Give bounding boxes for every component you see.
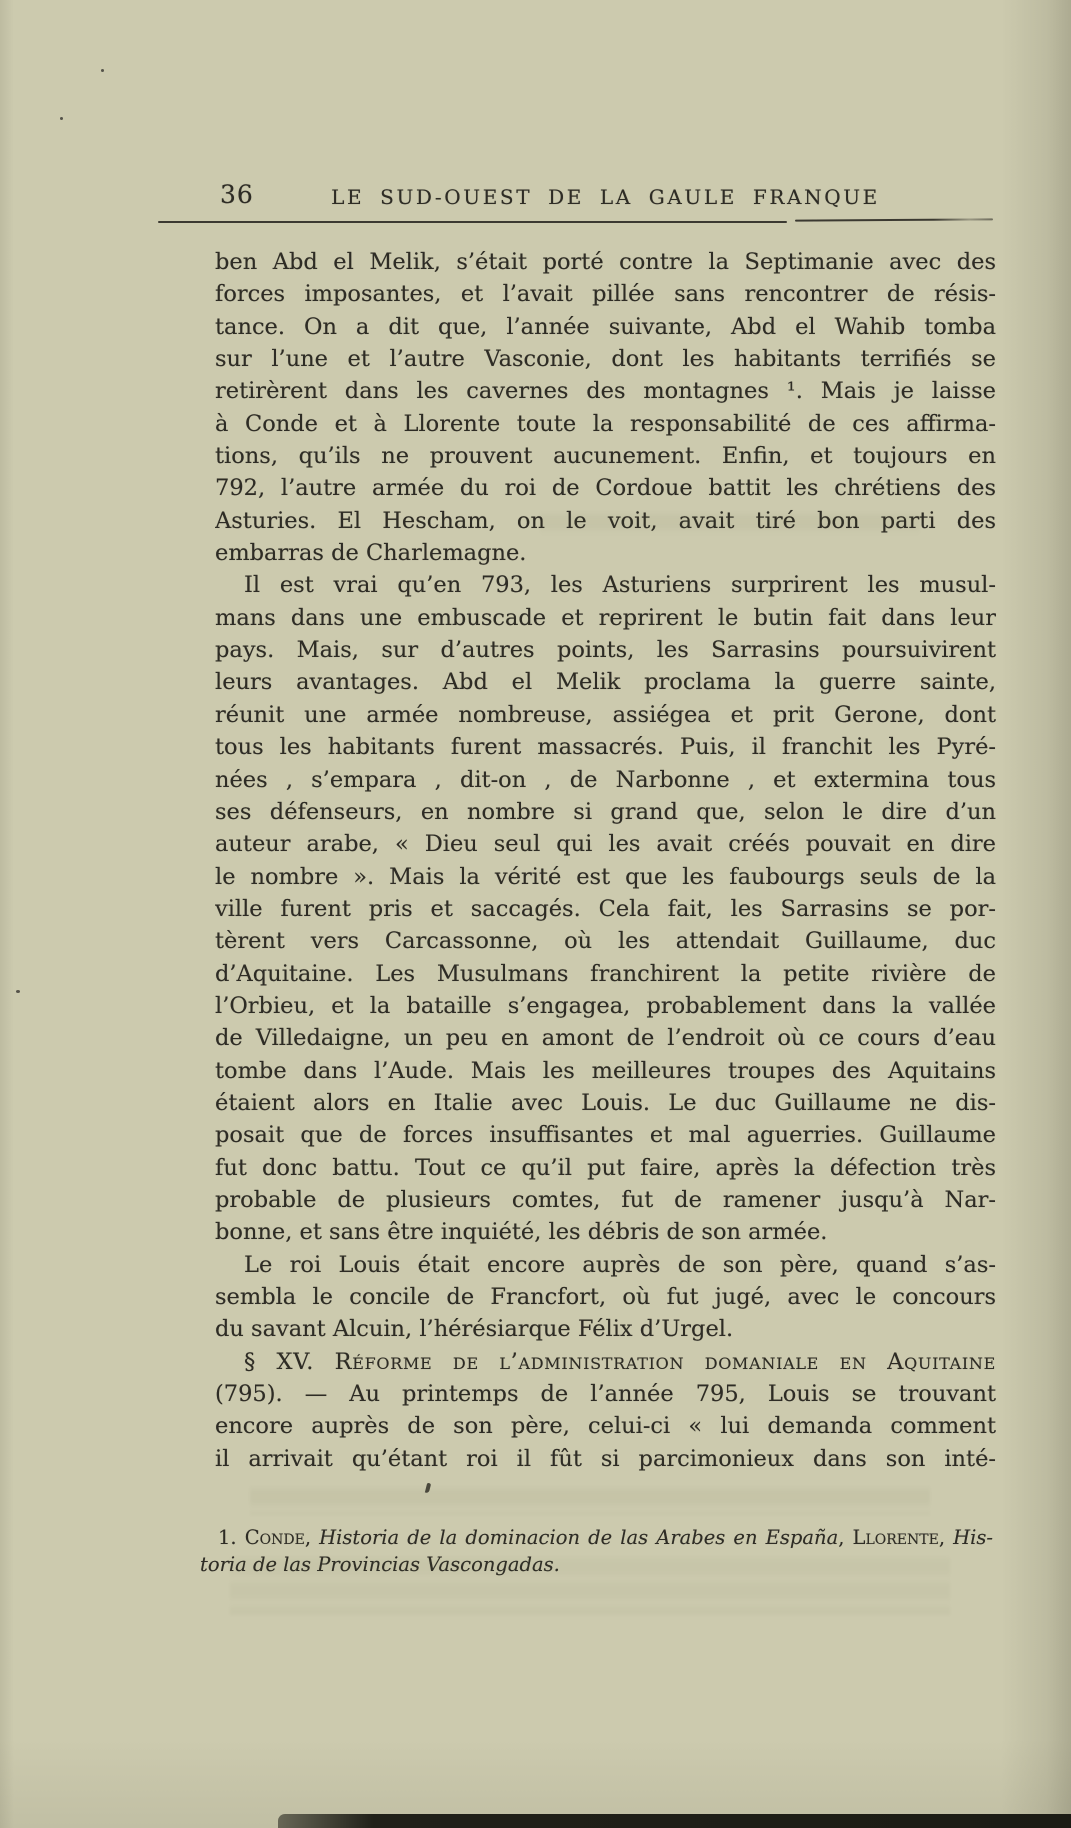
text-line: du savant Alcuin, l’hérésiarque Félix d’Urgel. <box>215 1316 734 1343</box>
text-line: nées , s’empara , dit-on , de Narbonne , et extermina tous <box>215 766 996 793</box>
text-segment: Historia de la dominacion de las Arabes en España <box>319 1526 839 1549</box>
text-line: posait que de forces insuffisantes et mal aguerries. Guillaume <box>215 1122 996 1149</box>
scan-edge-shadow-right <box>1001 0 1071 1828</box>
text-line: probable de plusieurs comtes, fut de ramener jusqu’à Nar- <box>215 1186 996 1213</box>
running-header: LE SUD-OUEST DE LA GAULE FRANQUE <box>331 185 880 209</box>
ink-artifact <box>425 1483 431 1494</box>
text-segment: His- <box>953 1526 993 1549</box>
text-line: bonne, et sans être inquiété, les débris de son armée. <box>215 1219 828 1246</box>
text-line: tions, qu’ils ne prouvent aucunement. Enfin, et toujours en <box>215 443 996 470</box>
page-number: 36 <box>220 180 254 209</box>
body-text <box>215 246 996 1475</box>
text-line: mans dans une embuscade et reprirent le butin fait dans leur <box>215 604 996 631</box>
text-segment: , <box>838 1526 853 1549</box>
text-line: leurs avantages. Abd el Melik proclama la guerre sainte, <box>215 669 996 696</box>
text-line: tance. On a dit que, l’année suivante, Abd el Wahib tomba <box>215 313 996 340</box>
paper-speck <box>60 117 63 120</box>
scan-edge-shadow-left <box>0 0 14 1828</box>
show-through-smudge <box>250 1485 930 1515</box>
text-line: sembla le concile de Francfort, où fut jugé, avec le concours <box>215 1284 996 1310</box>
text-line: 792, l’autre armée du roi de Cordoue battit les chrétiens des <box>215 475 996 502</box>
text-line: tous les habitants furent massacrés. Puis, il franchit les Pyré- <box>215 734 996 761</box>
text-line: de Villedaigne, un peu en amont de l’endroit où ce cours d’eau <box>215 1025 996 1052</box>
text-segment: Réforme de l’administration domaniale en Aquitaine <box>334 1348 996 1375</box>
footnote <box>200 1524 993 1578</box>
text-segment: Conde <box>244 1526 305 1549</box>
text-line: retirèrent dans les cavernes des montagnes ¹. Mais je laisse <box>215 378 996 405</box>
text-line: embarras de Charlemagne. <box>215 540 527 567</box>
text-line: tèrent vers Carcassonne, où les attendait Guillaume, duc <box>215 928 996 955</box>
text-line: forces imposantes, et l’avait pillée sans rencontrer de résis- <box>215 281 996 308</box>
paper-speck <box>101 69 104 72</box>
text-line: sur l’une et l’autre Vasconie, dont les habitants terrifiés se <box>215 346 996 373</box>
paper-speck <box>16 990 20 993</box>
scan-dark-strip-bottom <box>278 1814 1071 1828</box>
text-line: il arrivait qu’étant roi il fût si parcimonieux dans son inté- <box>215 1445 996 1472</box>
text-line: ville furent pris et saccagés. Cela fait, les Sarrasins se por- <box>215 895 996 922</box>
text-line: à Conde et à Llorente toute la responsabilité de ces affirma- <box>215 410 996 437</box>
text-segment: Llorente <box>852 1526 939 1549</box>
text-line: Asturies. El Hescham, on le voit, avait tiré bon parti des <box>215 507 996 534</box>
text-line: l’Orbieu, et la bataille s’engagea, probablement dans la vallée <box>215 992 996 1019</box>
text-segment: § XV. <box>244 1348 335 1375</box>
text-line: réunit une armée nombreuse, assiégea et prit Gerone, dont <box>215 701 996 728</box>
text-line: Il est vrai qu’en 793, les Asturiens surprirent les musul- <box>244 572 996 599</box>
text-line: encore auprès de son père, celui-ci « lui demanda comment <box>215 1413 996 1440</box>
text-line: ben Abd el Melik, s’était porté contre la Septimanie avec des <box>215 249 996 275</box>
header-rule-left-segment <box>158 221 787 223</box>
text-line: fut donc battu. Tout ce qu’il put faire, après la défection très <box>215 1154 996 1181</box>
text-segment: toria de las Provincias Vascongadas. <box>200 1553 560 1576</box>
text-line: étaient alors en Italie avec Louis. Le duc Guillaume ne dis- <box>215 1089 996 1116</box>
footnote-line <box>200 1524 993 1551</box>
text-line: Le roi Louis était encore auprès de son père, quand s’as- <box>244 1251 996 1278</box>
text-line: d’Aquitaine. Les Musulmans franchirent la petite rivière de <box>215 960 996 987</box>
footnote-line <box>200 1551 993 1578</box>
header-rule-right-segment <box>795 218 993 221</box>
text-line: tombe dans l’Aude. Mais les meilleures troupes des Aquitains <box>215 1057 996 1084</box>
text-line: pays. Mais, sur d’autres points, les Sarrasins poursuivirent <box>215 637 996 664</box>
text-line: auteur arabe, « Dieu seul qui les avait créés pouvait en dire <box>215 831 996 858</box>
text-line <box>215 1346 996 1378</box>
text-segment: , <box>938 1526 954 1549</box>
text-line: ses défenseurs, en nombre si grand que, selon le dire d’un <box>215 798 996 825</box>
text-segment: 1. <box>218 1526 245 1549</box>
text-line: (795). — Au printemps de l’année 795, Louis se trouvant <box>215 1381 996 1408</box>
text-line: le nombre ». Mais la vérité est que les faubourgs seuls de la <box>215 863 996 890</box>
text-segment: , <box>304 1526 320 1549</box>
